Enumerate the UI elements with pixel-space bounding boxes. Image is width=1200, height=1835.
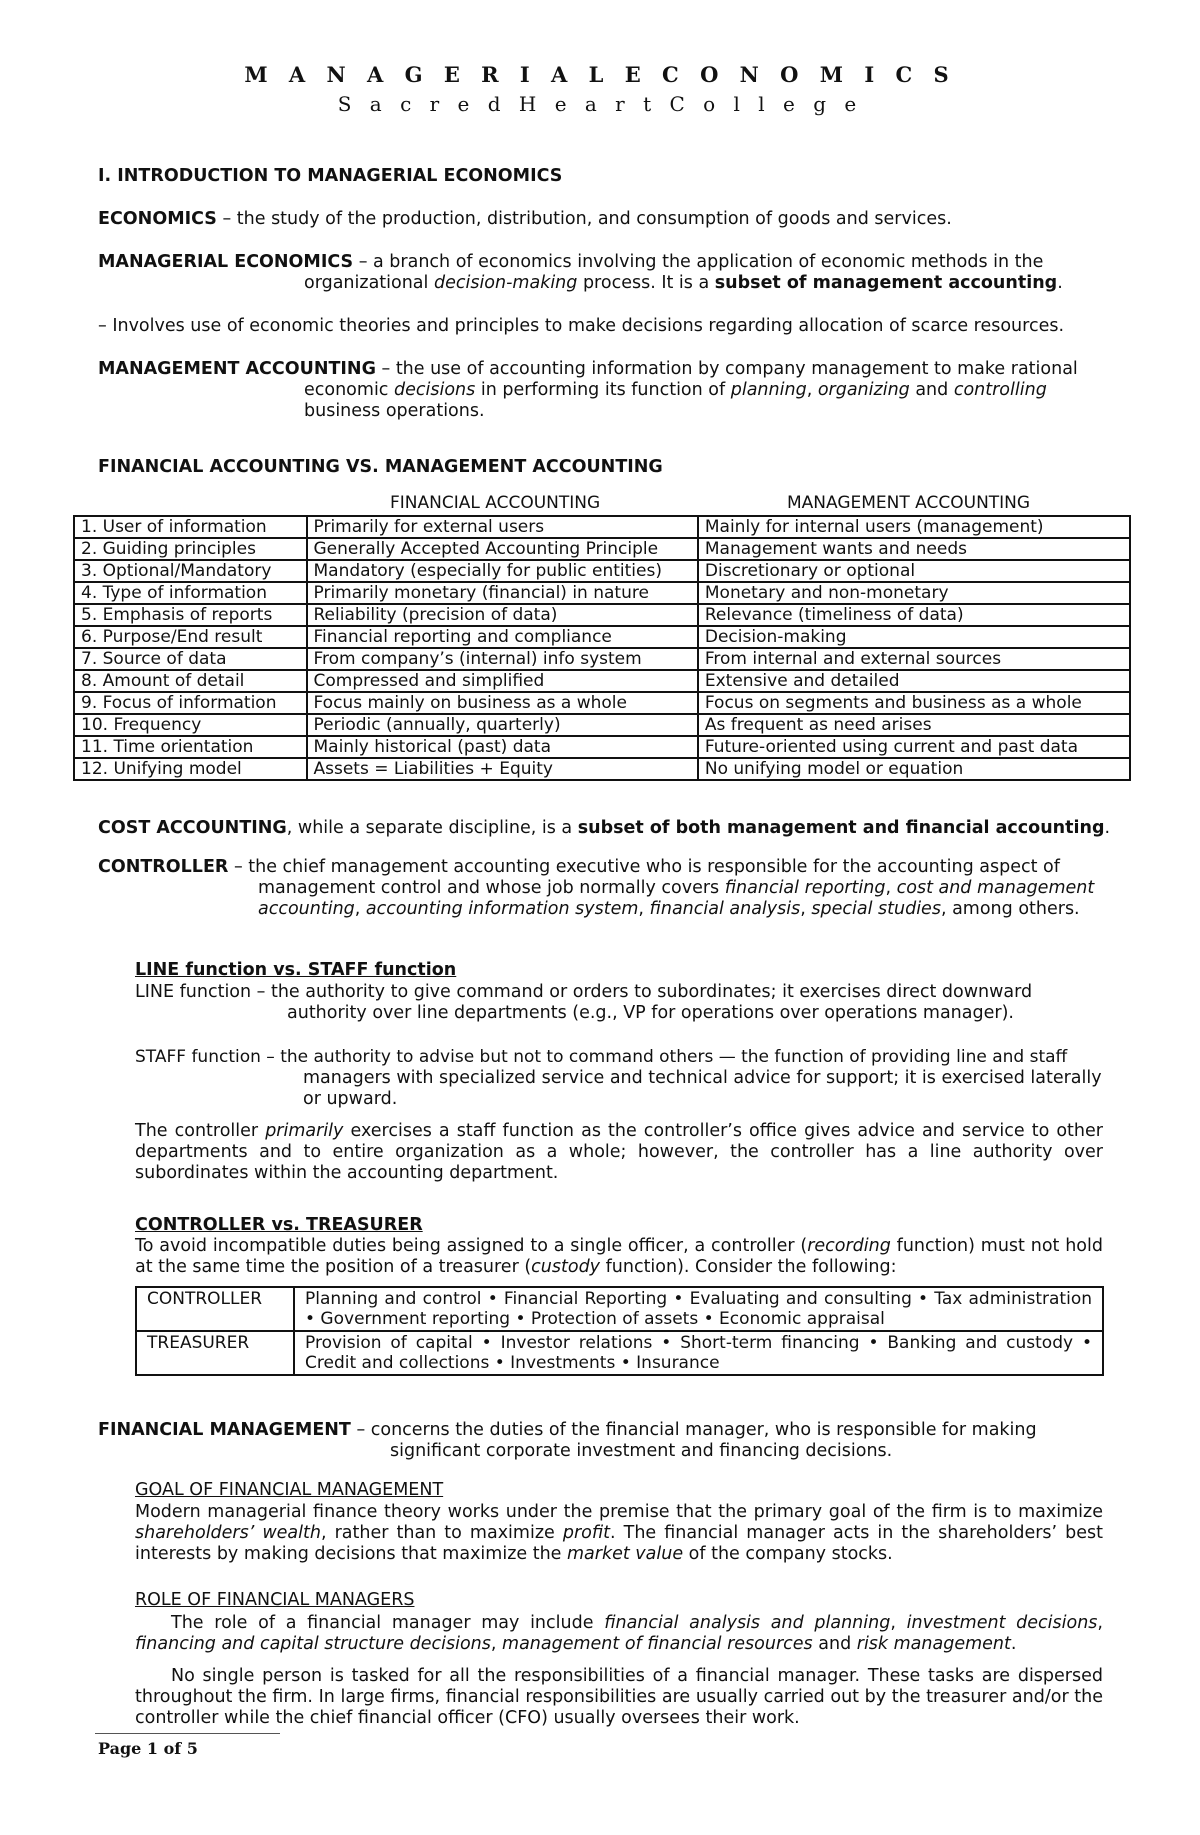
- role-paragraph: [135, 1613, 1103, 1655]
- aspect-cell: 10. Frequency: [74, 714, 307, 736]
- role-j: risk management: [856, 1634, 1011, 1654]
- financial-accounting-cell: Periodic (annually, quarterly): [307, 714, 698, 736]
- ma-def-2c: in performing its function of: [475, 380, 731, 400]
- controller-def-3g: special studies: [811, 899, 941, 919]
- ma-def-2b: decisions: [394, 380, 476, 400]
- controller-def-3c: accounting information system: [365, 899, 639, 919]
- role-k: .: [1010, 1634, 1017, 1654]
- ctrl-b: primarily: [265, 1121, 344, 1141]
- aspect-cell: 2. Guiding principles: [74, 538, 307, 560]
- financial-accounting-cell: From company’s (internal) info system: [307, 648, 698, 670]
- financial-accounting-cell: Focus mainly on business as a whole: [307, 692, 698, 714]
- ma-def-2f: organizing: [817, 380, 910, 400]
- goal-d: profit: [562, 1523, 611, 1543]
- table-row: [136, 1287, 1103, 1331]
- aspect-cell: 4. Type of information: [74, 582, 307, 604]
- aspect-cell: 3. Optional/Mandatory: [74, 560, 307, 582]
- role-d: investment decisions: [906, 1613, 1098, 1633]
- me-term: MANAGERIAL ECONOMICS: [98, 252, 354, 272]
- comparison-table: [73, 515, 1131, 781]
- role-b: financial analysis and planning: [604, 1613, 891, 1633]
- table-row: [136, 1331, 1103, 1375]
- controller-treasurer-heading: CONTROLLER vs. TREASURER: [135, 1215, 423, 1235]
- controller-def-3h: , among others.: [940, 899, 1080, 919]
- treasurer-duties: Provision of capital • Investor relations • Short-term financing • Banking and custody • Credit and collections • Investments • Insurance: [294, 1331, 1103, 1375]
- table-row: [74, 714, 1130, 736]
- financial-accounting-cell: Mainly historical (past) data: [307, 736, 698, 758]
- comparison-heading: FINANCIAL ACCOUNTING VS. MANAGEMENT ACCOUNTING: [98, 457, 663, 477]
- ma-def-2e: ,: [806, 380, 818, 400]
- management-accounting-cell: Future-oriented using current and past data: [698, 736, 1130, 758]
- management-accounting-cell: Monetary and non-monetary: [698, 582, 1130, 604]
- me-def-2e: .: [1057, 273, 1063, 293]
- management-accounting-cell: Extensive and detailed: [698, 670, 1130, 692]
- role-heading: ROLE OF FINANCIAL MANAGERS: [135, 1590, 415, 1610]
- role-c: ,: [890, 1613, 907, 1633]
- controller-def-3f: ,: [800, 899, 812, 919]
- management-accounting-cell: Decision-making: [698, 626, 1130, 648]
- financial-accounting-cell: Financial reporting and compliance: [307, 626, 698, 648]
- management-accounting-cell: Discretionary or optional: [698, 560, 1130, 582]
- management-accounting-cell: Management wants and needs: [698, 538, 1130, 560]
- controller-treasurer-intro: [135, 1236, 1103, 1278]
- goal-paragraph: [135, 1502, 1103, 1565]
- fm-def-1: – concerns the duties of the financial manager, who is responsible for making: [350, 1420, 1037, 1440]
- treasurer-label: TREASURER: [136, 1331, 294, 1375]
- economics-def: – the study of the production, distribution, and consumption of goods and services.: [216, 209, 952, 229]
- role-h: management of financial resources: [502, 1634, 813, 1654]
- management-accounting-cell: Relevance (timeliness of data): [698, 604, 1130, 626]
- ma-term: MANAGEMENT ACCOUNTING: [98, 359, 376, 379]
- cost-accounting-note: [98, 818, 1128, 839]
- aspect-cell: 12. Unifying model: [74, 758, 307, 780]
- financial-accounting-cell: Primarily monetary (financial) in nature: [307, 582, 698, 604]
- management-accounting-cell: From internal and external sources: [698, 648, 1130, 670]
- ma-def-1: – the use of accounting information by company management to make rational: [375, 359, 1078, 379]
- goal-a: Modern managerial finance theory works under the premise that the primary goal of the firm is to maximize: [135, 1502, 1103, 1522]
- involves-note: – Involves use of economic theories and principles to make decisions regarding allocation of scarce resources.: [98, 316, 1065, 336]
- aspect-cell: 9. Focus of information: [74, 692, 307, 714]
- goal-f: market value: [567, 1544, 684, 1564]
- management-accounting-cell: Mainly for internal users (management): [698, 516, 1130, 538]
- table-row: [74, 736, 1130, 758]
- financial-accounting-cell: Primarily for external users: [307, 516, 698, 538]
- role-a: The role of a financial manager may include: [171, 1613, 605, 1633]
- me-def-1: – a branch of economics involving the application of economic methods in the: [353, 252, 1044, 272]
- aspect-cell: 11. Time orientation: [74, 736, 307, 758]
- me-def-2b: decision-making: [433, 273, 578, 293]
- cost-accounting-term: COST ACCOUNTING: [98, 818, 287, 838]
- aspect-cell: 5. Emphasis of reports: [74, 604, 307, 626]
- financial-accounting-cell: Mandatory (especially for public entities): [307, 560, 698, 582]
- role-g: ,: [490, 1634, 503, 1654]
- table-row: [74, 648, 1130, 670]
- ct-intro-e: function). Consider the following:: [600, 1257, 897, 1277]
- document-title: M A N A G E R I A L E C O N O M I C S: [244, 62, 956, 87]
- table-row: [74, 538, 1130, 560]
- controller-def-3a: accounting: [258, 899, 355, 919]
- role-i: and: [812, 1634, 857, 1654]
- ct-intro-a: To avoid incompatible duties being assigned to a single officer, a controller (: [135, 1236, 808, 1256]
- table-row: [74, 604, 1130, 626]
- ma-def-2g: and: [909, 380, 954, 400]
- section-heading-intro: I. INTRODUCTION TO MANAGERIAL ECONOMICS: [98, 166, 563, 186]
- controller-def-1: – the chief management accounting executive who is responsible for the accounting aspect of: [228, 857, 1060, 877]
- goal-e: . The financial manager acts in the shareholders’ best interests by making decisions that maximize the: [135, 1523, 1103, 1564]
- table-row: [74, 582, 1130, 604]
- controller-definition: [98, 857, 1108, 920]
- col-header-financial: FINANCIAL ACCOUNTING: [390, 493, 601, 513]
- management-accounting-definition: [98, 359, 1108, 422]
- cost-accounting-bold: subset of both management and financial accounting: [577, 818, 1105, 838]
- controller-def-2d: cost and management: [896, 878, 1095, 898]
- staff-def-1: STAFF function – the authority to advise but not to command others — the function of providing line and staff: [135, 1047, 1068, 1067]
- me-def-2a: organizational: [304, 273, 434, 293]
- me-def-2d: subset of management accounting: [714, 273, 1058, 293]
- controller-duties: Planning and control • Financial Reporting • Evaluating and consulting • Tax administration • Government reporting • Protection of assets • Economic appraisal: [294, 1287, 1103, 1331]
- ct-intro-c: function) must not hold at the same time the position of a treasurer (: [135, 1236, 1103, 1277]
- line-def-2: authority over line departments (e.g., VP for operations over operations manager).: [287, 1003, 1014, 1023]
- controller-def-3e: financial analysis: [649, 899, 801, 919]
- staff-function-definition: [135, 1047, 1103, 1110]
- me-def-2c: process. It is a: [577, 273, 715, 293]
- ma-def-3: business operations.: [304, 401, 485, 421]
- controller-primarily-paragraph: [135, 1121, 1103, 1184]
- goal-g: of the company stocks.: [683, 1544, 893, 1564]
- line-staff-heading: LINE function vs. STAFF function: [135, 960, 457, 980]
- controller-def-3d: ,: [638, 899, 650, 919]
- ct-intro-b: recording: [807, 1236, 891, 1256]
- ct-intro-d: custody: [531, 1257, 601, 1277]
- staff-def-3: or upward.: [303, 1089, 398, 1109]
- economics-definition: [98, 209, 1108, 230]
- fm-def-2: significant corporate investment and financing decisions.: [390, 1441, 893, 1461]
- controller-term: CONTROLLER: [98, 857, 229, 877]
- controller-def-3b: ,: [354, 899, 366, 919]
- ma-def-2h: controlling: [953, 380, 1047, 400]
- line-def-1: LINE function – the authority to give command or orders to subordinates; it exercises direct downward: [135, 982, 1033, 1002]
- managerial-economics-definition: [98, 252, 1108, 294]
- table-row: [74, 560, 1130, 582]
- ma-def-2a: economic: [304, 380, 394, 400]
- ctrl-c: exercises a staff function as the controller’s office gives advice and service to other departments and to entire organization as a whole; however, the controller has a line authority over subordinates within the accounting department.: [135, 1121, 1103, 1183]
- financial-management-definition: [98, 1420, 1108, 1462]
- table-row: [74, 758, 1130, 780]
- controller-def-2a: management control and whose job normally covers: [258, 878, 725, 898]
- fm-term: FINANCIAL MANAGEMENT: [98, 1420, 351, 1440]
- document-subtitle: S a c r e d H e a r t C o l l e g e: [337, 92, 863, 116]
- ma-def-2d: planning: [730, 380, 807, 400]
- financial-accounting-cell: Generally Accepted Accounting Principle: [307, 538, 698, 560]
- aspect-cell: 1. User of information: [74, 516, 307, 538]
- line-function-definition: [135, 982, 1103, 1024]
- management-accounting-cell: Focus on segments and business as a whole: [698, 692, 1130, 714]
- financial-accounting-cell: Reliability (precision of data): [307, 604, 698, 626]
- page-number: Page 1 of 5: [98, 1739, 198, 1758]
- staff-def-2: managers with specialized service and technical advice for support; it is exercised laterally: [303, 1068, 1102, 1088]
- no-single-paragraph: No single person is tasked for all the responsibilities of a financial manager. These tasks are dispersed throughout the firm. In large firms, financial responsibilities are usually carried out by the treasurer and/or the controller while the chief financial officer (CFO) usually oversees their work.: [135, 1666, 1103, 1728]
- cost-accounting-end: .: [1104, 818, 1111, 838]
- financial-accounting-cell: Compressed and simplified: [307, 670, 698, 692]
- aspect-cell: 8. Amount of detail: [74, 670, 307, 692]
- controller-def-2c: ,: [885, 878, 897, 898]
- table-row: [74, 670, 1130, 692]
- footer-divider: [95, 1733, 280, 1734]
- table-row: [74, 692, 1130, 714]
- financial-accounting-cell: Assets = Liabilities + Equity: [307, 758, 698, 780]
- goal-heading: GOAL OF FINANCIAL MANAGEMENT: [135, 1480, 444, 1500]
- aspect-cell: 6. Purpose/End result: [74, 626, 307, 648]
- controller-treasurer-table: [135, 1286, 1104, 1376]
- goal-b: shareholders’ wealth: [135, 1523, 321, 1543]
- col-header-management: MANAGEMENT ACCOUNTING: [787, 493, 1031, 513]
- role-f: financing and capital structure decisions: [135, 1634, 491, 1654]
- aspect-cell: 7. Source of data: [74, 648, 307, 670]
- goal-c: , rather than to maximize: [320, 1523, 563, 1543]
- controller-def-2b: financial reporting: [724, 878, 886, 898]
- table-row: [74, 516, 1130, 538]
- management-accounting-cell: As frequent as need arises: [698, 714, 1130, 736]
- table-row: [74, 626, 1130, 648]
- ctrl-a: The controller: [135, 1121, 266, 1141]
- management-accounting-cell: No unifying model or equation: [698, 758, 1130, 780]
- controller-label: CONTROLLER: [136, 1287, 294, 1331]
- role-e: ,: [1097, 1613, 1103, 1633]
- economics-term: ECONOMICS: [98, 209, 217, 229]
- cost-accounting-mid: , while a separate discipline, is a: [286, 818, 578, 838]
